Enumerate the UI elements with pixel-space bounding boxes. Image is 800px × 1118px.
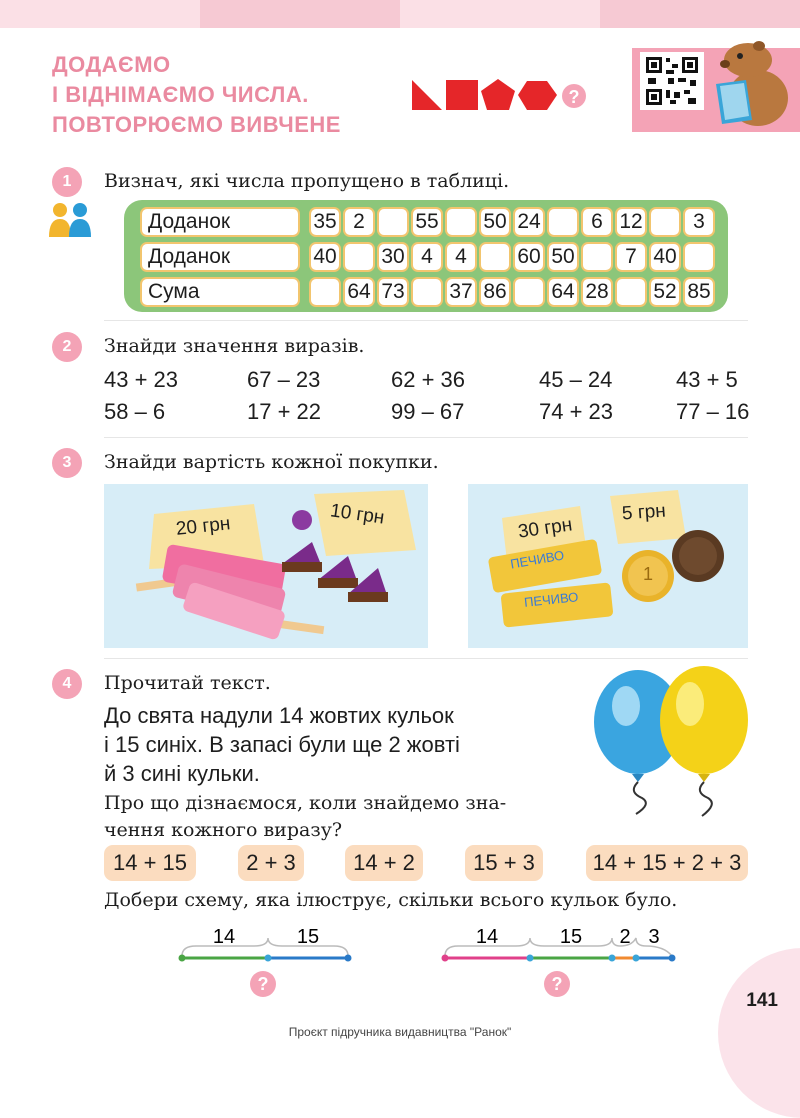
question-line: чення кожного виразу?: [104, 819, 343, 841]
scheme1-label-15: 15: [296, 928, 320, 948]
scheme2-label-14: 14: [475, 928, 499, 948]
separator: [104, 437, 748, 438]
table-empty-cell[interactable]: [513, 277, 545, 307]
table-cell: 64: [547, 277, 579, 307]
table-cell: 6: [581, 207, 613, 237]
expression: 45 – 24: [539, 367, 613, 392]
scheme2-question-mark: ?: [544, 971, 570, 997]
table-empty-cell[interactable]: [683, 242, 715, 272]
table-cell: 37: [445, 277, 477, 307]
expression: 43 + 5: [676, 367, 738, 392]
table-cell: 4: [411, 242, 443, 272]
price-tag-coin: 5 грн: [621, 500, 667, 525]
table-cell: 24: [513, 207, 545, 237]
page-number: 141: [746, 990, 778, 1011]
price-tag-candies: 10 грн: [328, 500, 386, 529]
table-empty-cell[interactable]: [615, 277, 647, 307]
question-text: [104, 790, 506, 844]
balloons-icon: [586, 664, 762, 824]
table-empty-cell[interactable]: [377, 207, 409, 237]
story-text: [104, 701, 460, 788]
expression-pill: 14 + 2: [345, 845, 423, 881]
title-line-1: ДОДАЄМО: [52, 52, 171, 77]
scheme-instruction: Добери схему, яка ілюструє, скільки всього кульок було.: [104, 889, 678, 911]
shapes-question-mark: ?: [568, 87, 580, 107]
separator: [104, 320, 748, 321]
scheme2-label-2: 2: [619, 928, 631, 948]
table-cell: 35: [309, 207, 341, 237]
title-line-2: І ВІДНІМАЄМО ЧИСЛА.: [52, 82, 309, 107]
question-line: Про що дізнаємося, коли знайдемо зна-: [104, 792, 507, 814]
task1-instruction: Визнач, які числа пропущено в таблиці.: [104, 170, 510, 192]
page-title: [52, 50, 341, 140]
expression-pill: 15 + 3: [465, 845, 543, 881]
table-empty-cell[interactable]: [547, 207, 579, 237]
title-line-3: ПОВТОРЮЄМО ВИВЧЕНЕ: [52, 112, 341, 137]
story-line: і 15 синіх. В запасі були ще 2 жовті: [104, 732, 460, 757]
story-line: До свята надули 14 жовтих кульок: [104, 703, 454, 728]
expression-pill: 2 + 3: [238, 845, 304, 881]
table-empty-cell[interactable]: [479, 242, 511, 272]
expression-pill: 14 + 15 + 2 + 3: [586, 845, 748, 881]
scheme-2[interactable]: [440, 928, 680, 976]
task-number-3: 3: [52, 448, 82, 478]
geometric-shapes-icon: [410, 76, 590, 116]
price-tag-cookies: 30 грн: [516, 514, 574, 543]
story-line: й 3 сині кульки.: [104, 761, 260, 786]
table-row-label: Доданок: [140, 242, 300, 272]
task-number-4: 4: [52, 669, 82, 699]
separator: [104, 658, 748, 659]
expression: 62 + 36: [391, 367, 466, 392]
capybara-reading-icon: [708, 36, 796, 128]
table-cell: 50: [479, 207, 511, 237]
table-cell: 86: [479, 277, 511, 307]
table-cell: 2: [343, 207, 375, 237]
table-cell: 40: [309, 242, 341, 272]
table-cell: 52: [649, 277, 681, 307]
expression: 77 – 16: [676, 399, 750, 424]
scheme1-label-14: 14: [212, 928, 236, 948]
table-cell: 4: [445, 242, 477, 272]
purchase-picture-left: [104, 484, 428, 648]
pair-work-icon: [48, 202, 94, 238]
qr-code-icon[interactable]: [640, 52, 704, 110]
table-cell: 64: [343, 277, 375, 307]
table-cell: 40: [649, 242, 681, 272]
cookie-wrapper-label: ПЕЧИВО: [509, 547, 566, 572]
price-tag-ice-cream: 20 грн: [174, 513, 232, 540]
table-empty-cell[interactable]: [445, 207, 477, 237]
scheme-1[interactable]: [176, 928, 356, 976]
task-number-1: 1: [52, 167, 82, 197]
footer-text: Проєкт підручника видавництва "Ранок": [288, 1025, 512, 1039]
purchase-picture-right: [468, 484, 748, 648]
table-cell: 3: [683, 207, 715, 237]
table-cell: 50: [547, 242, 579, 272]
table-cell: 73: [377, 277, 409, 307]
table-cell: 60: [513, 242, 545, 272]
expression: 67 – 23: [247, 367, 321, 392]
expression: 99 – 67: [391, 399, 465, 424]
expression: 58 – 6: [104, 399, 166, 424]
table-cell: 30: [377, 242, 409, 272]
expression-pill: 14 + 15: [104, 845, 196, 881]
table-empty-cell[interactable]: [309, 277, 341, 307]
table-cell: 28: [581, 277, 613, 307]
task3-instruction: Знайди вартість кожної покупки.: [104, 451, 439, 473]
task4-instruction: Прочитай текст.: [104, 672, 271, 694]
table-empty-cell[interactable]: [411, 277, 443, 307]
table-empty-cell[interactable]: [343, 242, 375, 272]
cookie-wrapper-label: ПЕЧИВО: [523, 589, 580, 610]
scheme1-question-mark: ?: [250, 971, 276, 997]
table-row-label: Доданок: [140, 207, 300, 237]
expression: 17 + 22: [247, 399, 322, 424]
table-cell: 7: [615, 242, 647, 272]
task2-instruction: Знайди значення виразів.: [104, 335, 365, 357]
table-row-label: Сума: [140, 277, 300, 307]
scheme2-label-3: 3: [648, 928, 660, 948]
coin-label: 1: [643, 564, 654, 584]
table-cell: 55: [411, 207, 443, 237]
expression: 43 + 23: [104, 367, 179, 392]
table-cell: 85: [683, 277, 715, 307]
table-cell: 12: [615, 207, 647, 237]
table-empty-cell[interactable]: [581, 242, 613, 272]
table-empty-cell[interactable]: [649, 207, 681, 237]
expression: 74 + 23: [539, 399, 614, 424]
scheme2-label-15: 15: [559, 928, 583, 948]
task-number-2: 2: [52, 332, 82, 362]
